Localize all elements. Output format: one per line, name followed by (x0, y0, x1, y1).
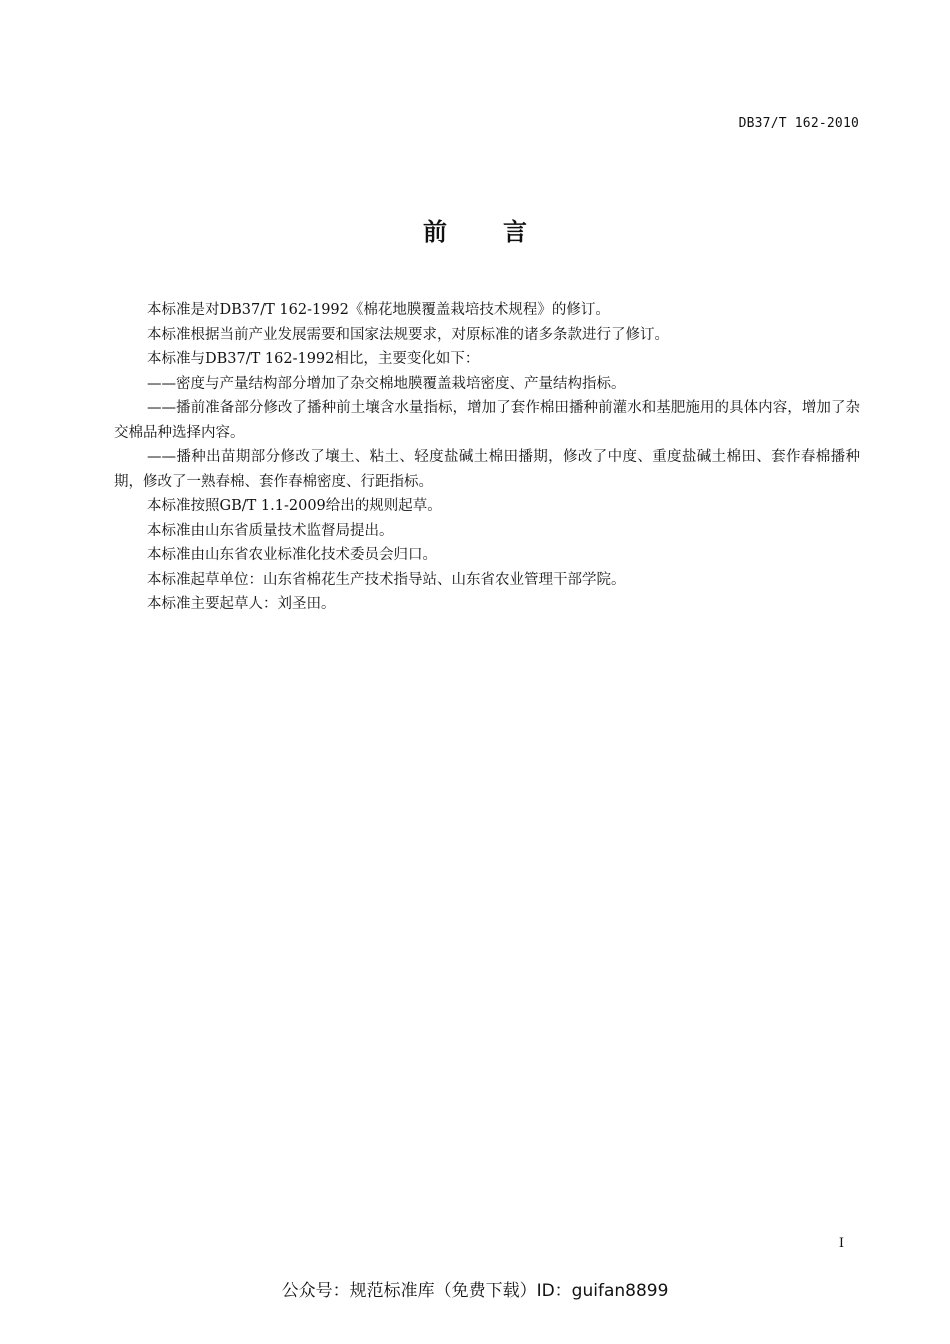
paragraph-drafters: 本标准主要起草人：刘圣田。 (147, 596, 336, 612)
paragraph-change-preparation: ——播前准备部分修改了播种前土壤含水量指标，增加了套作棉田播种前灌水和基肥施用的具体内容，增加了杂交棉品种选择内容。 (114, 400, 860, 441)
paragraph-drafting-rules: 本标准按照GB/T 1.1-2009给出的规则起草。 (147, 498, 442, 514)
footer-watermark-text: 公众号：规范标准库（免费下载）ID：guifan8899 (281, 1281, 669, 1301)
title-char-2: 言 (503, 218, 527, 246)
paragraph-change-sowing: ——播种出苗期部分修改了壤土、粘土、轻度盐碱土棉田播期，修改了中度、重度盐碱土棉田、套作春棉播种期，修改了一熟春棉、套作春棉密度、行距指标。 (114, 449, 860, 490)
title-char-1: 前 (423, 218, 447, 246)
page-number: I (838, 1236, 844, 1251)
page-title (0, 212, 950, 247)
paragraph-revision-of: 本标准是对DB37/T 162-1992《棉花地膜覆盖栽培技术规程》的修订。 (147, 302, 610, 318)
paragraph-change-density: ——密度与产量结构部分增加了杂交棉地膜覆盖栽培密度、产量结构指标。 (147, 375, 626, 392)
paragraph-drafting-units: 本标准起草单位：山东省棉花生产技术指导站、山东省农业管理干部学院。 (147, 571, 626, 588)
paragraph-centralized-by: 本标准由山东省农业标准化技术委员会归口。 (147, 547, 437, 563)
paragraph-main-changes: 本标准与DB37/T 162-1992相比，主要变化如下： (147, 351, 480, 367)
paragraph-proposed-by: 本标准由山东省质量技术监督局提出。 (147, 522, 394, 539)
paragraph-revision-basis: 本标准根据当前产业发展需要和国家法规要求，对原标准的诸多条款进行了修订。 (147, 326, 669, 343)
foreword-body (114, 298, 860, 617)
document-code: DB37/T 162-2010 (738, 116, 859, 131)
